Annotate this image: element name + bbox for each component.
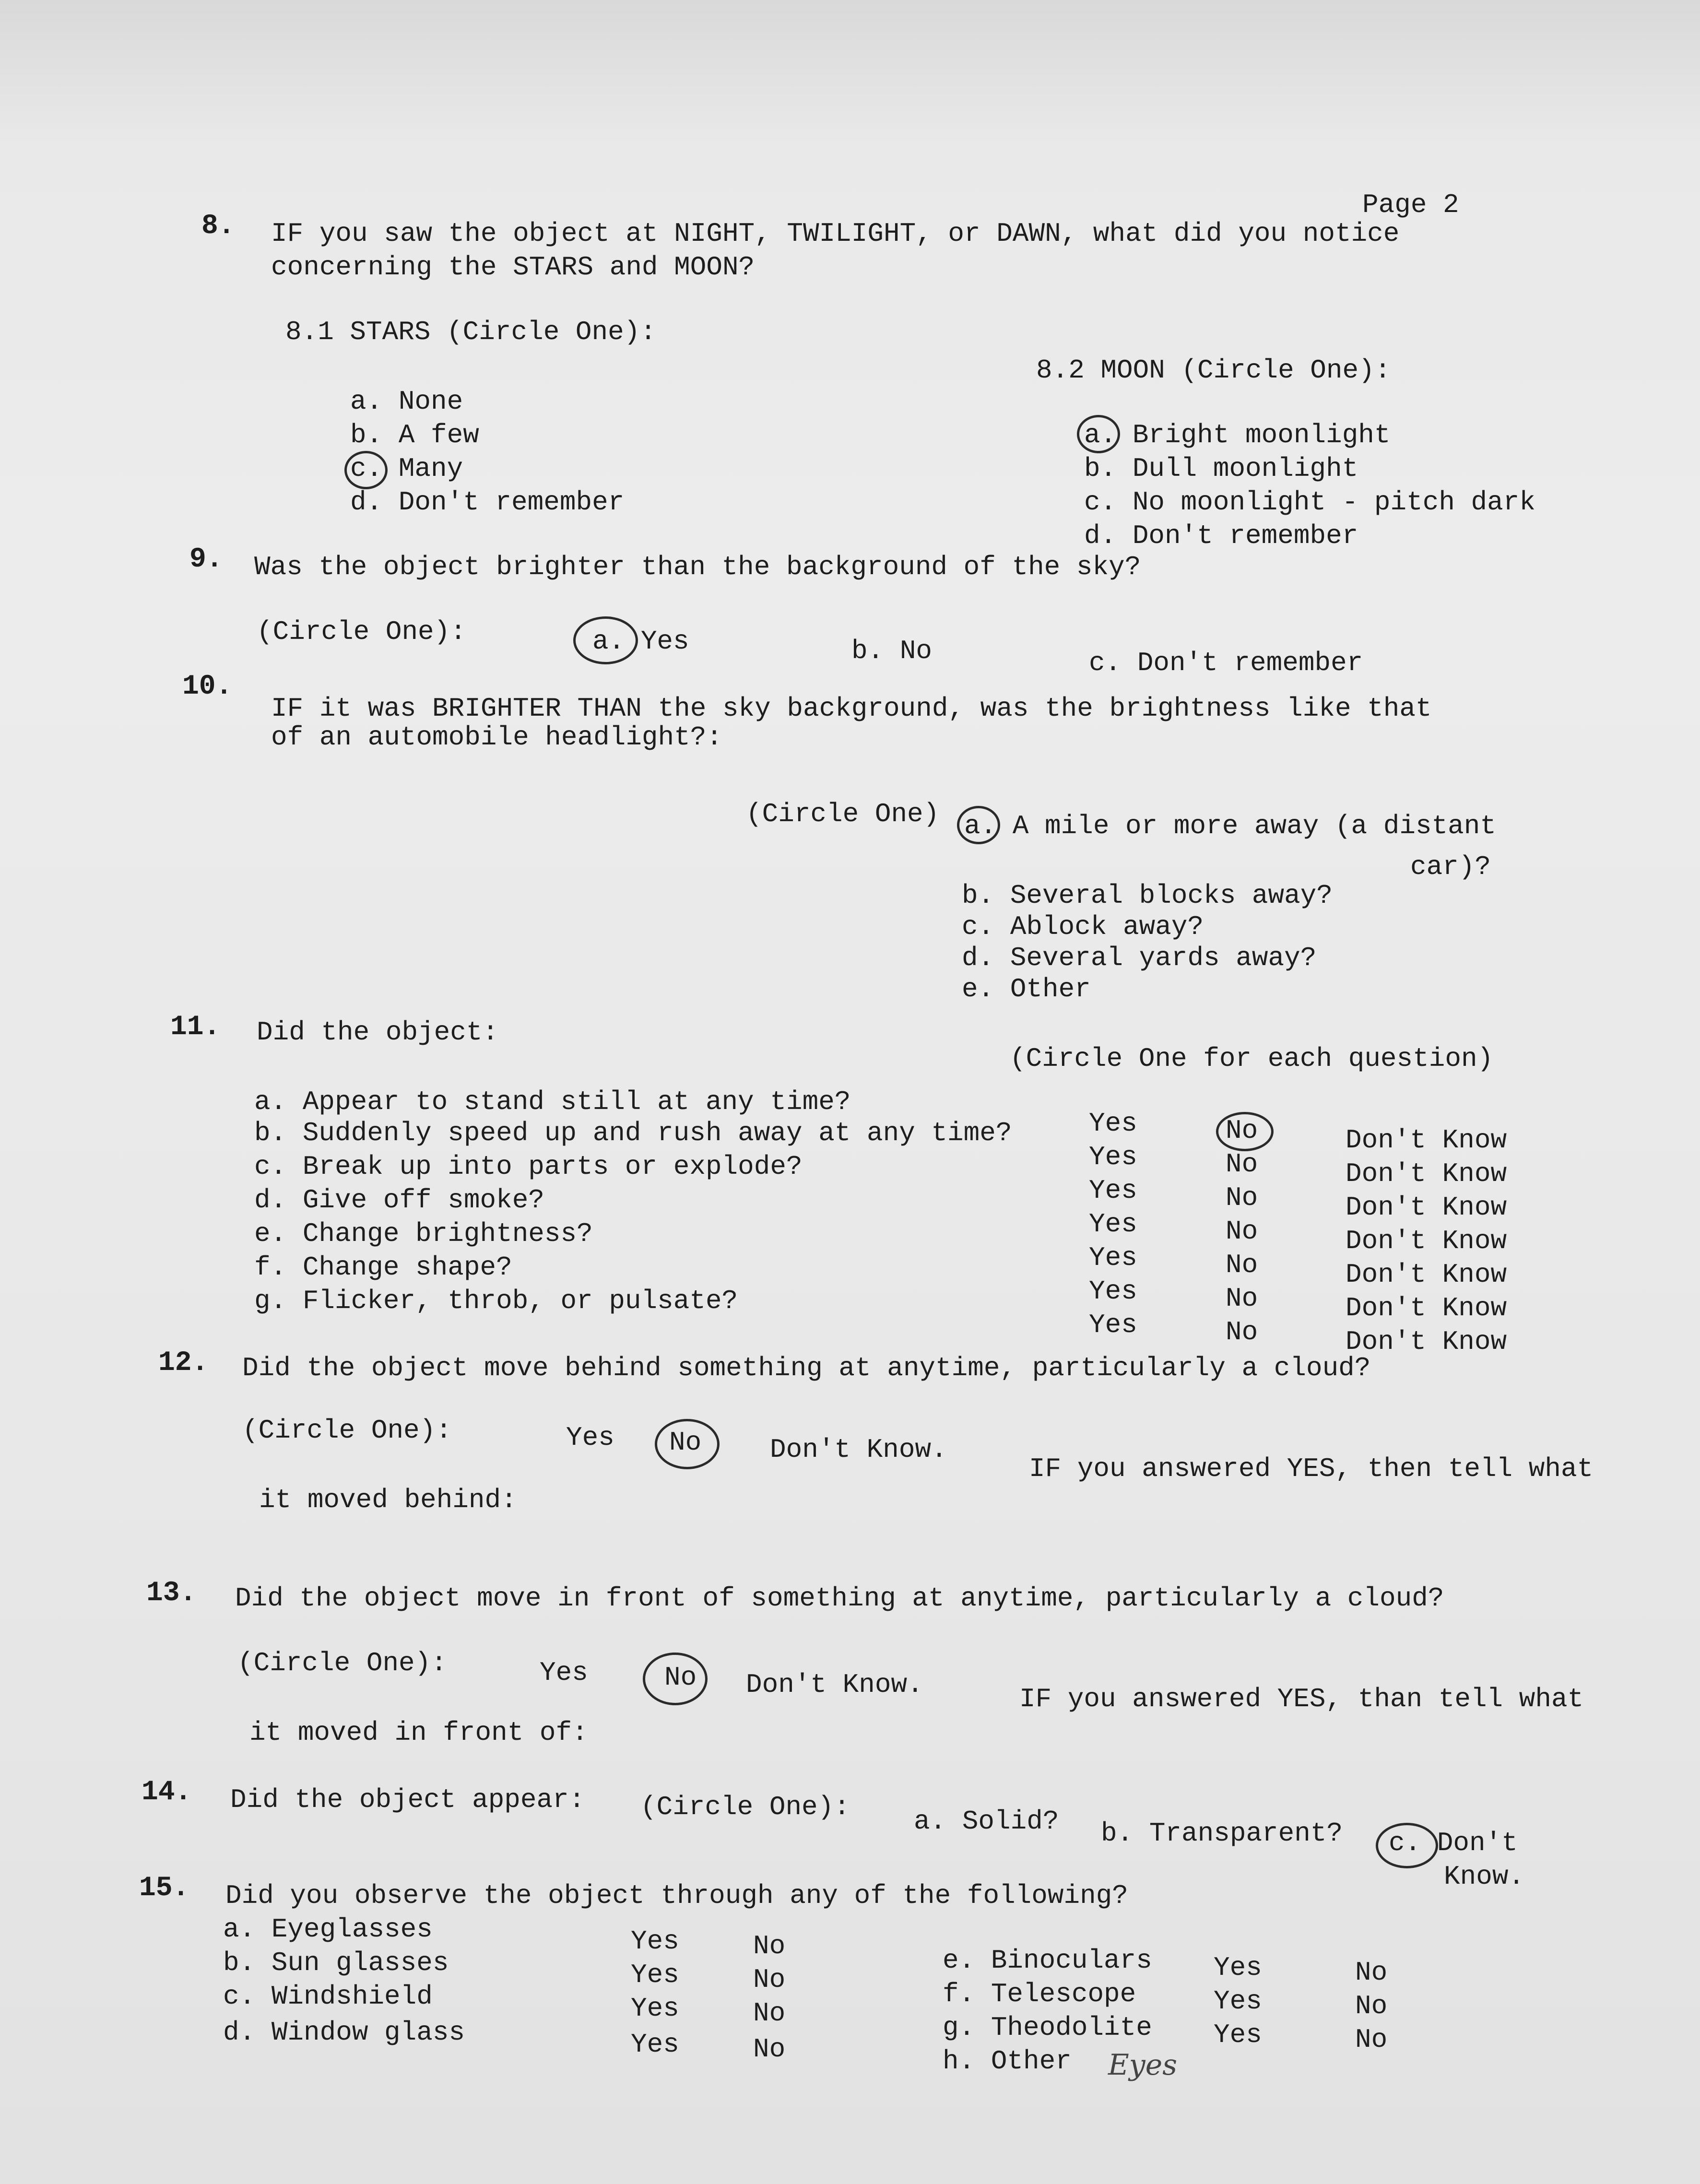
q11-row-yes: Yes <box>1089 1209 1137 1240</box>
q10-option-b: b. Several blocks away? <box>962 880 1333 911</box>
q12-circle-label: (Circle One): <box>242 1415 452 1446</box>
q15-number: 15. <box>139 1873 189 1904</box>
q8-number: 8. <box>201 211 235 242</box>
q12-dont-know: Don't Know. <box>770 1434 947 1465</box>
q11-row-question: e. Change brightness? <box>254 1218 593 1249</box>
q13-line3: it moved in front of: <box>249 1717 588 1748</box>
q13-circle-label: (Circle One): <box>237 1648 447 1678</box>
q15-item-no: No <box>753 1998 786 2029</box>
q11-row-no: No <box>1226 1149 1258 1180</box>
q11-row-dont-know: Don't Know <box>1346 1158 1507 1189</box>
q12-followup: IF you answered YES, then tell what <box>1029 1453 1594 1484</box>
q10-option-e: e. Other <box>962 974 1091 1004</box>
q15-item-yes: Yes <box>1214 1986 1262 2017</box>
q8-moon-heading: 8.2 MOON (Circle One): <box>1036 355 1391 386</box>
q11-row-question: g. Flicker, throb, or pulsate? <box>254 1286 738 1316</box>
q14-option-b: b. Transparent? <box>1101 1818 1343 1849</box>
page-label: Page 2 <box>1362 189 1459 220</box>
q14-text: Did the object appear: <box>230 1784 585 1815</box>
q15-item-label: h. Other <box>943 2046 1072 2077</box>
q11-row-no: No <box>1226 1317 1258 1347</box>
q11-row-no: No <box>1226 1283 1258 1314</box>
q13-text: Did the object move in front of something at anytime, particularly a cloud? <box>235 1583 1444 1614</box>
q10-option-a-line2: car)? <box>1410 851 1491 882</box>
q10-text-line1: IF it was BRIGHTER THAN the sky background, was the brightness like that <box>271 693 1432 724</box>
q14-option-c-line1: c. Don't <box>1389 1828 1518 1858</box>
q15-item-label: c. Windshield <box>223 1981 433 2012</box>
q8-moon-option-b: b. Dull moonlight <box>1084 453 1358 484</box>
q15-item-no: No <box>1355 2024 1388 2055</box>
q8-moon-option-d: d. Don't remember <box>1084 520 1358 551</box>
q10-option-c: c. Ablock away? <box>962 911 1204 942</box>
q13-no: No <box>664 1662 697 1693</box>
answer-circle-mark <box>1376 1823 1438 1868</box>
q8-stars-option-a: a. None <box>350 386 463 417</box>
q11-row-question: a. Appear to stand still at any time? <box>254 1086 851 1117</box>
q15-item-yes: Yes <box>1214 2019 1262 2050</box>
q11-row-dont-know: Don't Know <box>1346 1326 1507 1357</box>
q10-option-a-line1: a. A mile or more away (a distant <box>964 811 1496 841</box>
q11-number: 11. <box>170 1012 221 1043</box>
q11-row-yes: Yes <box>1089 1310 1137 1340</box>
q15-item-no: No <box>753 2034 786 2065</box>
q10-number: 10. <box>182 671 233 702</box>
q11-row-no: No <box>1226 1182 1258 1213</box>
answer-circle-mark <box>1077 415 1120 453</box>
q8-text-line2: concerning the STARS and MOON? <box>271 252 755 283</box>
q9-option-b: b. No <box>851 636 933 666</box>
q9-option-c: c. Don't remember <box>1089 648 1363 678</box>
q13-number: 13. <box>146 1578 197 1609</box>
q12-text: Did the object move behind something at anytime, particularly a cloud? <box>242 1353 1371 1383</box>
q9-text: Was the object brighter than the background of the sky? <box>254 552 1141 582</box>
q15-item-no: No <box>1355 1957 1388 1988</box>
q8-stars-heading: 8.1 STARS (Circle One): <box>285 317 656 347</box>
q11-row-yes: Yes <box>1089 1108 1137 1139</box>
q10-option-d: d. Several yards away? <box>962 943 1317 973</box>
q11-circle-label: (Circle One for each question) <box>1010 1043 1494 1074</box>
answer-circle-mark <box>344 451 388 489</box>
q14-option-a: a. Solid? <box>914 1806 1059 1837</box>
q9-number: 9. <box>189 544 223 575</box>
q9-option-a: a. Yes <box>592 626 689 657</box>
q14-circle-label: (Circle One): <box>640 1792 850 1822</box>
q11-row-question: c. Break up into parts or explode? <box>254 1151 803 1182</box>
q15-item-no: No <box>753 1964 786 1995</box>
q15-item-label: d. Window glass <box>223 2017 465 2048</box>
q11-row-dont-know: Don't Know <box>1346 1226 1507 1256</box>
q15-item-yes: Yes <box>631 1926 679 1957</box>
q13-followup: IF you answered YES, than tell what <box>1019 1684 1584 1714</box>
q12-line3: it moved behind: <box>259 1485 517 1515</box>
q15-item-label: g. Theodolite <box>943 2012 1152 2043</box>
answer-circle-mark <box>573 616 638 664</box>
q12-yes: Yes <box>566 1422 614 1453</box>
q11-row-dont-know: Don't Know <box>1346 1259 1507 1290</box>
answer-circle-mark <box>1216 1112 1274 1151</box>
answer-circle-mark <box>655 1419 720 1469</box>
q15-item-label: a. Eyeglasses <box>223 1914 433 1945</box>
q15-item-yes: Yes <box>631 1993 679 2024</box>
q11-row-dont-know: Don't Know <box>1346 1293 1507 1323</box>
q11-row-question: f. Change shape? <box>254 1252 512 1283</box>
q11-row-dont-know: Don't Know <box>1346 1125 1507 1156</box>
q12-number: 12. <box>158 1347 209 1379</box>
q15-item-yes: Yes <box>631 2029 679 2060</box>
q11-row-yes: Yes <box>1089 1242 1137 1273</box>
q15-item-yes: Yes <box>631 1960 679 1990</box>
q12-no: No <box>669 1427 702 1458</box>
q8-stars-option-d: d. Don't remember <box>350 487 625 518</box>
q10-circle-label: (Circle One) <box>746 799 940 829</box>
q11-row-no: No <box>1226 1216 1258 1247</box>
q13-dont-know: Don't Know. <box>746 1669 923 1700</box>
q11-row-question: d. Give off smoke? <box>254 1185 544 1216</box>
q11-text: Did the object: <box>257 1017 499 1048</box>
q15-text: Did you observe the object through any of the following? <box>225 1880 1128 1911</box>
q8-text-line1: IF you saw the object at NIGHT, TWILIGHT, or DAWN, what did you notice <box>271 218 1400 249</box>
q11-row-no: No <box>1226 1250 1258 1280</box>
q15-item-label: b. Sun glasses <box>223 1948 449 1978</box>
q15-other-handwritten: Eyes <box>1108 2048 1177 2082</box>
q8-stars-option-b: b. A few <box>350 420 479 450</box>
q9-circle-label: (Circle One): <box>257 616 466 647</box>
q11-row-yes: Yes <box>1089 1276 1137 1307</box>
q15-item-label: f. Telescope <box>943 1979 1136 2009</box>
q11-row-yes: Yes <box>1089 1142 1137 1172</box>
q15-item-no: No <box>1355 1991 1388 2021</box>
q14-number: 14. <box>142 1777 192 1808</box>
q11-row-question: b. Suddenly speed up and rush away at any time? <box>254 1118 1012 1148</box>
q11-row-no: No <box>1226 1115 1258 1146</box>
q14-option-c-line2: Know. <box>1444 1861 1525 1892</box>
q13-yes: Yes <box>540 1657 588 1688</box>
q15-item-yes: Yes <box>1214 1952 1262 1983</box>
q11-row-yes: Yes <box>1089 1175 1137 1206</box>
answer-circle-mark <box>643 1653 708 1705</box>
q8-moon-option-a: a. Bright moonlight <box>1084 420 1391 450</box>
q8-moon-option-c: c. No moonlight - pitch dark <box>1084 487 1535 518</box>
q11-row-dont-know: Don't Know <box>1346 1192 1507 1223</box>
q10-text-line2: of an automobile headlight?: <box>271 722 722 753</box>
answer-circle-mark <box>957 806 1000 844</box>
q8-stars-option-c: c. Many <box>350 453 463 484</box>
q15-item-label: e. Binoculars <box>943 1945 1152 1976</box>
q15-item-no: No <box>753 1931 786 1961</box>
